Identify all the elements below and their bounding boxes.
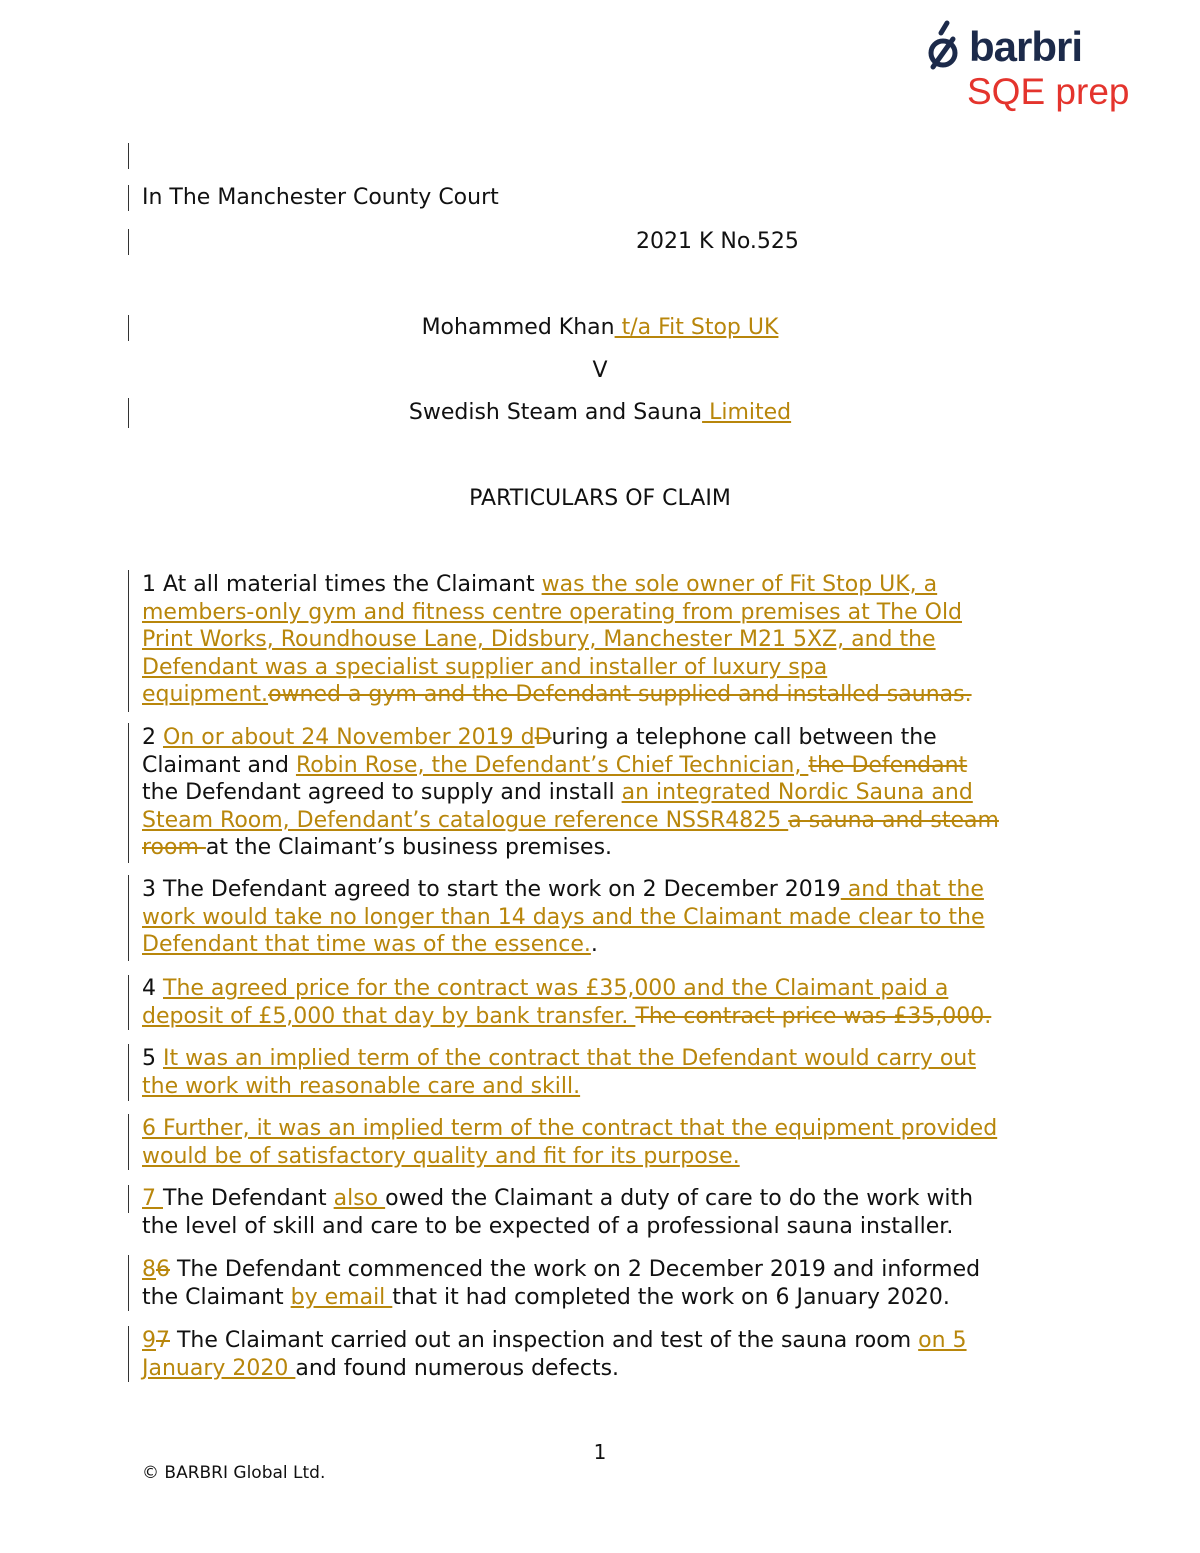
- insertion: 8: [142, 1257, 156, 1282]
- insertion: 6 Further, it was an implied term of the contract that the equipment provided: [142, 1116, 998, 1141]
- defendant-insertion: Limited: [702, 400, 792, 425]
- deletion: a sauna and steam: [788, 807, 999, 833]
- insertion: an integrated Nordic Sauna and: [621, 780, 973, 805]
- claimant-name: [0, 314, 1200, 342]
- text: .: [590, 932, 598, 957]
- paragraph-9: [142, 1327, 1092, 1382]
- insertion: January 2020: [142, 1355, 296, 1381]
- text: 2: [142, 725, 163, 750]
- insertion: Defendant that time was of the essence.: [142, 932, 591, 957]
- defendant-text: Swedish Steam and Sauna: [408, 400, 703, 425]
- text: uring a telephone call between the: [551, 725, 937, 750]
- deletion: the Defendant: [808, 752, 968, 778]
- claim-number: 2021 K No.525: [636, 229, 799, 254]
- text: 1 At all material times the Claimant: [142, 572, 542, 597]
- versus: V: [592, 358, 608, 383]
- insertion: by email: [290, 1284, 393, 1310]
- text: owed the Claimant a duty of care to do the work with: [385, 1186, 974, 1211]
- insertion: on 5: [918, 1328, 967, 1353]
- deletion: 7: [156, 1328, 170, 1353]
- change-bar: [128, 1044, 129, 1101]
- text: that it had completed the work on 6 January 2020.: [392, 1284, 950, 1310]
- text: The Claimant carried out an inspection and test of the sauna room: [170, 1328, 919, 1353]
- deletion: D: [534, 725, 552, 750]
- insertion: would be of satisfactory quality and fit for its purpose.: [142, 1143, 740, 1169]
- change-bar: [128, 875, 129, 961]
- text: Claimant and: [142, 752, 296, 778]
- change-bar: [128, 723, 129, 863]
- insertion: The agreed price for the contract was £35,000 and the Claimant paid a: [163, 976, 949, 1001]
- defendant-name: [0, 399, 1200, 427]
- insertion: It was an implied term of the contract that the Defendant would carry out: [163, 1046, 976, 1071]
- text: and found numerous defects.: [295, 1355, 620, 1381]
- text: The Defendant commenced the work on 2 December 2019 and informed: [170, 1257, 981, 1282]
- deletion: room: [142, 835, 206, 860]
- insertion: the work with reasonable care and skill.: [142, 1073, 581, 1099]
- change-bar: [128, 975, 129, 1030]
- text: the Claimant: [142, 1284, 291, 1310]
- change-bar: [128, 1326, 129, 1382]
- insertion: and that the: [840, 877, 984, 902]
- paragraph-2: [142, 724, 1092, 862]
- document-title: PARTICULARS OF CLAIM: [469, 486, 731, 511]
- text: the level of skill and care to be expected of a professional sauna installer.: [142, 1213, 954, 1239]
- brand-subtitle: SQE prep: [967, 71, 1130, 112]
- insertion: On or about 24 November 2019 d: [163, 725, 535, 750]
- claimant-text: Mohammed Khan: [421, 315, 615, 340]
- court-name: In The Manchester County Court: [142, 185, 499, 210]
- text: The Defendant: [163, 1186, 334, 1211]
- insertion: Steam Room, Defendant’s catalogue reference NSSR4825: [142, 807, 789, 833]
- insertion: work would take no longer than 14 days and the Claimant made clear to the: [142, 904, 985, 930]
- change-bar: [128, 185, 129, 211]
- paragraph-5: [142, 1045, 1092, 1100]
- paragraph-8: [142, 1256, 1092, 1311]
- page-number: 1: [593, 1440, 607, 1464]
- change-bar: [128, 570, 129, 712]
- insertion: 9: [142, 1328, 156, 1353]
- change-bar: [128, 143, 129, 169]
- paragraph-6: [142, 1115, 1092, 1170]
- paragraph-4: [142, 975, 1092, 1030]
- text: at the Claimant’s business premises.: [205, 835, 613, 860]
- copyright-footer: © BARBRI Global Ltd.: [142, 1463, 326, 1483]
- change-bar: [128, 229, 129, 255]
- insertion: members-only gym and fitness centre operating from premises at The Old: [142, 599, 963, 625]
- paragraph-3: [142, 876, 1092, 959]
- text: 3 The Defendant agreed to start the work on 2 December 2019: [142, 877, 841, 902]
- paragraph-1: [142, 571, 1092, 709]
- text: 5: [142, 1046, 163, 1071]
- text: 4: [142, 976, 163, 1001]
- insertion: deposit of £5,000 that day by bank transfer.: [142, 1003, 636, 1029]
- insertion: Defendant was a specialist supplier and installer of luxury spa: [142, 654, 828, 680]
- deletion: 6: [156, 1257, 170, 1282]
- deletion: owned a gym and the Defendant supplied and installed saunas.: [268, 682, 972, 707]
- insertion: Print Works, Roundhouse Lane, Didsbury, Manchester M21 5XZ, and the: [142, 627, 936, 652]
- brand-name: barbri: [969, 23, 1083, 70]
- insertion: was the sole owner of Fit Stop UK, a: [541, 572, 938, 597]
- insertion: also: [333, 1186, 386, 1211]
- change-bar: [128, 1255, 129, 1311]
- barbri-sqe-logo: [925, 15, 1150, 115]
- insertion: Robin Rose, the Defendant’s Chief Technician,: [295, 752, 809, 778]
- text: the Defendant agreed to supply and install: [142, 780, 622, 805]
- insertion: 7: [142, 1186, 163, 1211]
- change-bar: [128, 1185, 129, 1213]
- change-bar: [128, 1114, 129, 1170]
- paragraph-7: [142, 1185, 1092, 1240]
- barbri-mark-icon: [925, 19, 963, 75]
- claimant-insertion: t/a Fit Stop UK: [614, 315, 779, 340]
- insertion: equipment.: [142, 682, 269, 707]
- deletion: The contract price was £35,000.: [635, 1003, 992, 1029]
